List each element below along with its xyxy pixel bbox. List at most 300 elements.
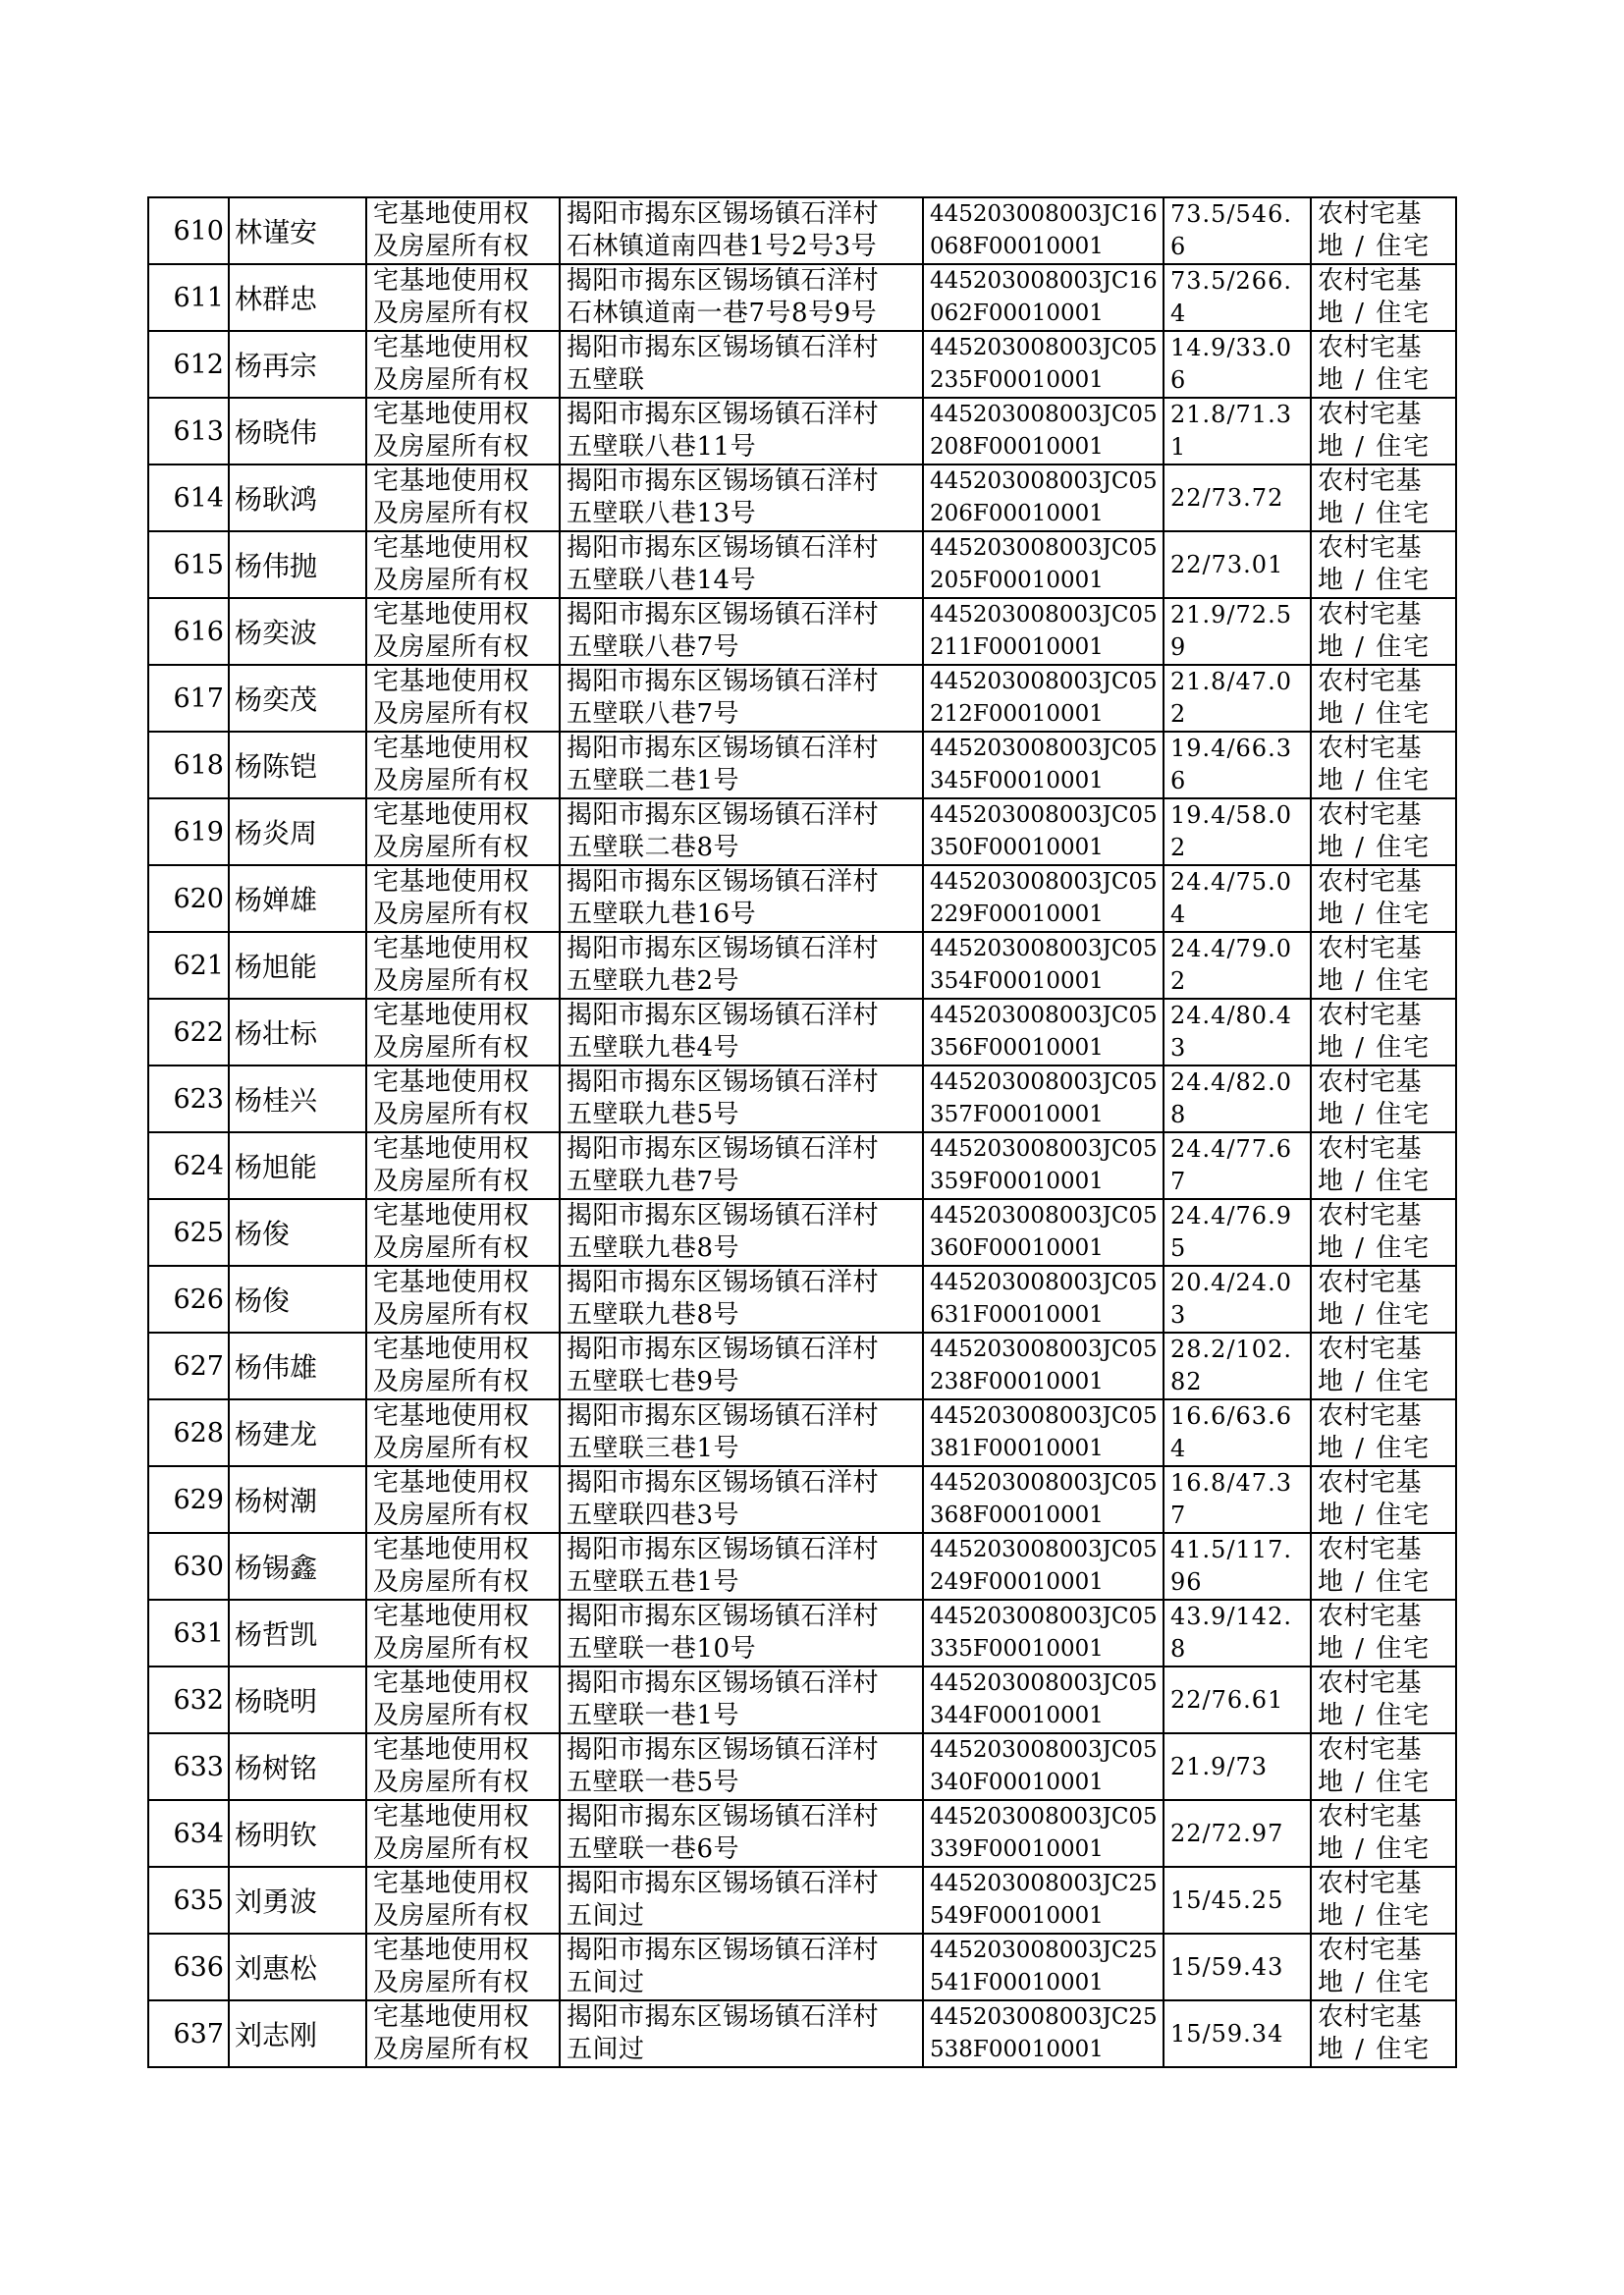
right-type-line: 及房屋所有权: [373, 1434, 530, 1463]
right-type-cell: [366, 531, 560, 598]
land-use-line: 地 / 住宅: [1318, 1100, 1432, 1129]
owner-name-cell: 杨俊: [229, 1266, 366, 1333]
unit-code-cell: [923, 1132, 1164, 1199]
land-use-line: 农村宅基: [1318, 667, 1423, 696]
address-line: 五壁联九巷7号: [567, 1167, 740, 1196]
unit-code-line: 445203008003JC25: [930, 1871, 1158, 1896]
area-cell: [1164, 1399, 1311, 1466]
land-use-line: 农村宅基: [1318, 1201, 1423, 1230]
land-use-line: 农村宅基: [1318, 1134, 1423, 1164]
area-line: 15/59.34: [1170, 2020, 1284, 2048]
unit-code-cell: [923, 331, 1164, 398]
area-line: 7: [1170, 1168, 1187, 1195]
row-number-cell: 623: [148, 1066, 229, 1132]
land-use-line: 地 / 住宅: [1318, 299, 1432, 328]
land-use-line: 农村宅基: [1318, 1067, 1423, 1097]
right-type-line: 及房屋所有权: [373, 1567, 530, 1597]
area-line: 22/76.61: [1170, 1686, 1284, 1714]
area-cell: [1164, 1466, 1311, 1533]
address-line: 五壁联五巷1号: [567, 1567, 740, 1597]
land-use-line: 农村宅基: [1318, 333, 1423, 362]
address-line: 揭阳市揭东区锡场镇石洋村: [567, 1067, 880, 1097]
land-use-line: 农村宅基: [1318, 199, 1423, 229]
row-number-cell: 610: [148, 197, 229, 264]
land-use-line: 农村宅基: [1318, 1268, 1423, 1297]
row-number-cell: 637: [148, 2000, 229, 2067]
address-line: 揭阳市揭东区锡场镇石洋村: [567, 1401, 880, 1431]
area-line: 9: [1170, 633, 1187, 661]
address-cell: [560, 1199, 923, 1266]
table-row: [148, 2000, 1456, 2067]
unit-code-cell: [923, 865, 1164, 932]
area-cell: [1164, 598, 1311, 665]
area-cell: [1164, 1132, 1311, 1199]
unit-code-cell: [923, 999, 1164, 1066]
address-line: 五壁联九巷8号: [567, 1233, 740, 1263]
address-cell: [560, 999, 923, 1066]
unit-code-line: 445203008003JC05: [930, 1670, 1158, 1696]
right-type-cell: [366, 1199, 560, 1266]
right-type-line: 宅基地使用权: [373, 333, 530, 362]
address-line: 五壁联一巷5号: [567, 1768, 740, 1797]
table-row: [148, 1266, 1456, 1333]
right-type-cell: [366, 1600, 560, 1667]
right-type-line: 宅基地使用权: [373, 1802, 530, 1831]
table-row: [148, 1066, 1456, 1132]
table-row: [148, 331, 1456, 398]
address-line: 揭阳市揭东区锡场镇石洋村: [567, 934, 880, 963]
unit-code-line: 445203008003JC05: [930, 1470, 1158, 1496]
right-type-cell: [366, 1667, 560, 1733]
area-line: 16.6/63.6: [1170, 1402, 1292, 1430]
address-line: 揭阳市揭东区锡场镇石洋村: [567, 1468, 880, 1498]
owner-name-cell: 杨奕茂: [229, 665, 366, 732]
unit-code-cell: [923, 932, 1164, 999]
address-cell: [560, 865, 923, 932]
unit-code-cell: [923, 665, 1164, 732]
address-cell: [560, 1066, 923, 1132]
address-line: 五壁联八巷7号: [567, 632, 740, 662]
right-type-line: 及房屋所有权: [373, 1100, 530, 1129]
area-cell: [1164, 2000, 1311, 2067]
right-type-cell: [366, 999, 560, 1066]
address-cell: [560, 1934, 923, 2000]
land-use-line: 地 / 住宅: [1318, 432, 1432, 462]
land-use-line: 地 / 住宅: [1318, 1033, 1432, 1063]
land-use-cell: [1311, 1266, 1456, 1333]
land-use-line: 地 / 住宅: [1318, 2035, 1432, 2064]
area-cell: [1164, 464, 1311, 531]
right-type-line: 及房屋所有权: [373, 699, 530, 729]
table-row: [148, 264, 1456, 331]
area-cell: [1164, 999, 1311, 1066]
right-type-line: 及房屋所有权: [373, 766, 530, 795]
unit-code-line: 445203008003JC05: [930, 335, 1158, 360]
address-line: 五壁联七巷9号: [567, 1367, 740, 1396]
unit-code-line: 445203008003JC05: [930, 1604, 1158, 1629]
owner-name-cell: 杨树潮: [229, 1466, 366, 1533]
right-type-line: 及房屋所有权: [373, 2035, 530, 2064]
address-line: 五间过: [567, 2035, 645, 2064]
unit-code-line: 445203008003JC05: [930, 1537, 1158, 1562]
unit-code-cell: [923, 1600, 1164, 1667]
right-type-line: 及房屋所有权: [373, 1834, 530, 1864]
right-type-line: 及房屋所有权: [373, 1634, 530, 1664]
right-type-line: 宅基地使用权: [373, 199, 530, 229]
unit-code-cell: [923, 1533, 1164, 1600]
unit-code-line: 445203008003JC05: [930, 1203, 1158, 1229]
unit-code-line: 249F00010001: [930, 1569, 1104, 1595]
land-use-cell: [1311, 2000, 1456, 2067]
right-type-line: 及房屋所有权: [373, 1501, 530, 1530]
land-use-line: 农村宅基: [1318, 1936, 1423, 1965]
right-type-cell: [366, 1934, 560, 2000]
area-line: 73.5/546.: [1170, 200, 1292, 228]
right-type-line: 宅基地使用权: [373, 867, 530, 897]
address-line: 揭阳市揭东区锡场镇石洋村: [567, 1001, 880, 1030]
address-line: 五间过: [567, 1968, 645, 1997]
owner-name-cell: 杨哲凯: [229, 1600, 366, 1667]
address-line: 五间过: [567, 1901, 645, 1931]
address-line: 揭阳市揭东区锡场镇石洋村: [567, 667, 880, 696]
table-row: [148, 1934, 1456, 2000]
area-line: 22/73.72: [1170, 484, 1284, 512]
land-use-line: 地 / 住宅: [1318, 1300, 1432, 1330]
right-type-cell: [366, 1066, 560, 1132]
unit-code-line: 345F00010001: [930, 768, 1104, 793]
area-line: 2: [1170, 967, 1187, 995]
table-row: [148, 1533, 1456, 1600]
unit-code-line: 335F00010001: [930, 1636, 1104, 1662]
row-number-cell: 622: [148, 999, 229, 1066]
unit-code-line: 445203008003JC05: [930, 669, 1158, 694]
land-use-line: 农村宅基: [1318, 466, 1423, 496]
land-use-cell: [1311, 598, 1456, 665]
address-cell: [560, 398, 923, 464]
address-line: 揭阳市揭东区锡场镇石洋村: [567, 1201, 880, 1230]
right-type-line: 宅基地使用权: [373, 400, 530, 429]
area-cell: [1164, 732, 1311, 798]
unit-code-line: 445203008003JC05: [930, 936, 1158, 961]
owner-name-cell: 杨锡鑫: [229, 1533, 366, 1600]
land-use-line: 农村宅基: [1318, 1869, 1423, 1898]
right-type-line: 宅基地使用权: [373, 466, 530, 496]
right-type-line: 宅基地使用权: [373, 1134, 530, 1164]
right-type-line: 宅基地使用权: [373, 1001, 530, 1030]
land-use-line: 农村宅基: [1318, 1802, 1423, 1831]
right-type-line: 宅基地使用权: [373, 1067, 530, 1097]
right-type-line: 及房屋所有权: [373, 1701, 530, 1730]
right-type-line: 及房屋所有权: [373, 1901, 530, 1931]
land-use-line: 农村宅基: [1318, 734, 1423, 763]
row-number-cell: 617: [148, 665, 229, 732]
address-line: 揭阳市揭东区锡场镇石洋村: [567, 1335, 880, 1364]
right-type-line: 宅基地使用权: [373, 1735, 530, 1765]
right-type-line: 及房屋所有权: [373, 1233, 530, 1263]
right-type-line: 及房屋所有权: [373, 632, 530, 662]
land-use-line: 农村宅基: [1318, 1401, 1423, 1431]
unit-code-line: 368F00010001: [930, 1503, 1104, 1528]
land-use-cell: [1311, 264, 1456, 331]
land-use-cell: [1311, 1934, 1456, 2000]
unit-code-cell: [923, 531, 1164, 598]
right-type-cell: [366, 464, 560, 531]
land-use-cell: [1311, 1533, 1456, 1600]
area-line: 22/72.97: [1170, 1820, 1284, 1847]
unit-code-line: 631F00010001: [930, 1302, 1104, 1328]
table-row: [148, 999, 1456, 1066]
address-line: 揭阳市揭东区锡场镇石洋村: [567, 1602, 880, 1631]
row-number-cell: 620: [148, 865, 229, 932]
land-use-cell: [1311, 1066, 1456, 1132]
land-use-cell: [1311, 1199, 1456, 1266]
address-cell: [560, 264, 923, 331]
area-cell: [1164, 1266, 1311, 1333]
right-type-cell: [366, 1800, 560, 1867]
land-use-cell: [1311, 1800, 1456, 1867]
land-use-line: 农村宅基: [1318, 400, 1423, 429]
address-line: 揭阳市揭东区锡场镇石洋村: [567, 533, 880, 563]
land-use-line: 地 / 住宅: [1318, 1768, 1432, 1797]
unit-code-line: 350F00010001: [930, 835, 1104, 860]
land-use-line: 农村宅基: [1318, 934, 1423, 963]
area-cell: [1164, 1066, 1311, 1132]
unit-code-cell: [923, 1867, 1164, 1934]
unit-code-cell: [923, 1667, 1164, 1733]
address-line: 揭阳市揭东区锡场镇石洋村: [567, 1802, 880, 1831]
right-type-cell: [366, 932, 560, 999]
address-cell: [560, 665, 923, 732]
right-type-line: 宅基地使用权: [373, 734, 530, 763]
area-line: 6: [1170, 366, 1187, 394]
address-cell: [560, 1733, 923, 1800]
table-row: [148, 1733, 1456, 1800]
table-row: [148, 1867, 1456, 1934]
area-line: 3: [1170, 1034, 1187, 1062]
land-use-line: 地 / 住宅: [1318, 1501, 1432, 1530]
right-type-cell: [366, 665, 560, 732]
land-use-cell: [1311, 1600, 1456, 1667]
unit-code-cell: [923, 1066, 1164, 1132]
address-line: 五壁联一巷6号: [567, 1834, 740, 1864]
address-line: 揭阳市揭东区锡场镇石洋村: [567, 800, 880, 830]
right-type-line: 及房屋所有权: [373, 833, 530, 862]
owner-name-cell: 杨旭能: [229, 1132, 366, 1199]
right-type-line: 宅基地使用权: [373, 1468, 530, 1498]
area-line: 14.9/33.0: [1170, 334, 1292, 361]
area-line: 7: [1170, 1502, 1187, 1529]
right-type-line: 宅基地使用权: [373, 1335, 530, 1364]
table-row: [148, 1466, 1456, 1533]
address-line: 五壁联三巷1号: [567, 1434, 740, 1463]
table-row: [148, 531, 1456, 598]
owner-name-cell: 杨建龙: [229, 1399, 366, 1466]
right-type-line: 宅基地使用权: [373, 1936, 530, 1965]
address-cell: [560, 732, 923, 798]
land-use-line: 地 / 住宅: [1318, 1367, 1432, 1396]
land-use-line: 地 / 住宅: [1318, 900, 1432, 929]
right-type-cell: [366, 732, 560, 798]
owner-name-cell: 林谨安: [229, 197, 366, 264]
unit-code-line: 238F00010001: [930, 1369, 1104, 1394]
right-type-line: 宅基地使用权: [373, 1535, 530, 1564]
land-use-line: 地 / 住宅: [1318, 1968, 1432, 1997]
unit-code-cell: [923, 1199, 1164, 1266]
owner-name-cell: 杨壮标: [229, 999, 366, 1066]
table-row: [148, 1333, 1456, 1399]
unit-code-line: 356F00010001: [930, 1035, 1104, 1061]
land-use-line: 农村宅基: [1318, 867, 1423, 897]
table-row: [148, 798, 1456, 865]
area-line: 4: [1170, 300, 1187, 327]
address-line: 五壁联二巷1号: [567, 766, 740, 795]
right-type-cell: [366, 598, 560, 665]
area-line: 8: [1170, 1635, 1187, 1663]
owner-name-cell: 杨晓明: [229, 1667, 366, 1733]
land-use-cell: [1311, 464, 1456, 531]
table-row: [148, 865, 1456, 932]
right-type-cell: [366, 197, 560, 264]
unit-code-line: 541F00010001: [930, 1970, 1104, 1995]
right-type-line: 宅基地使用权: [373, 266, 530, 296]
land-use-cell: [1311, 1132, 1456, 1199]
area-line: 82: [1170, 1368, 1203, 1395]
row-number-cell: 613: [148, 398, 229, 464]
area-cell: [1164, 1867, 1311, 1934]
right-type-line: 宅基地使用权: [373, 533, 530, 563]
owner-name-cell: 杨伟抛: [229, 531, 366, 598]
row-number-cell: 635: [148, 1867, 229, 1934]
address-line: 揭阳市揭东区锡场镇石洋村: [567, 1535, 880, 1564]
row-number-cell: 615: [148, 531, 229, 598]
owner-name-cell: 杨再宗: [229, 331, 366, 398]
unit-code-line: 340F00010001: [930, 1770, 1104, 1795]
row-number-cell: 627: [148, 1333, 229, 1399]
land-use-line: 农村宅基: [1318, 600, 1423, 629]
land-use-cell: [1311, 1733, 1456, 1800]
address-cell: [560, 1266, 923, 1333]
area-line: 24.4/80.4: [1170, 1002, 1292, 1029]
right-type-line: 及房屋所有权: [373, 1300, 530, 1330]
owner-name-cell: 杨奕波: [229, 598, 366, 665]
area-line: 15/45.25: [1170, 1886, 1284, 1914]
area-line: 28.2/102.: [1170, 1336, 1292, 1363]
address-line: 揭阳市揭东区锡场镇石洋村: [567, 400, 880, 429]
unit-code-line: 344F00010001: [930, 1703, 1104, 1728]
row-number-cell: 632: [148, 1667, 229, 1733]
unit-code-line: 354F00010001: [930, 968, 1104, 994]
address-line: 五壁联九巷16号: [567, 900, 757, 929]
address-line: 揭阳市揭东区锡场镇石洋村: [567, 466, 880, 496]
row-number-cell: 611: [148, 264, 229, 331]
address-line: 揭阳市揭东区锡场镇石洋村: [567, 266, 880, 296]
right-type-cell: [366, 398, 560, 464]
land-use-cell: [1311, 197, 1456, 264]
address-cell: [560, 1333, 923, 1399]
unit-code-line: 235F00010001: [930, 367, 1104, 393]
area-cell: [1164, 932, 1311, 999]
right-type-line: 宅基地使用权: [373, 800, 530, 830]
unit-code-line: 445203008003JC05: [930, 1270, 1158, 1295]
right-type-cell: [366, 1266, 560, 1333]
area-line: 15/59.43: [1170, 1953, 1284, 1981]
land-use-line: 农村宅基: [1318, 1468, 1423, 1498]
address-line: 揭阳市揭东区锡场镇石洋村: [567, 1134, 880, 1164]
area-line: 43.9/142.: [1170, 1603, 1292, 1630]
unit-code-line: 211F00010001: [930, 634, 1104, 660]
area-line: 4: [1170, 1435, 1187, 1462]
address-line: 石林镇道南一巷7号8号9号: [567, 299, 878, 328]
area-line: 21.9/73: [1170, 1753, 1269, 1780]
owner-name-cell: 杨旭能: [229, 932, 366, 999]
table-row: [148, 1600, 1456, 1667]
address-cell: [560, 1800, 923, 1867]
land-use-line: 地 / 住宅: [1318, 1634, 1432, 1664]
area-line: 24.4/79.0: [1170, 935, 1292, 962]
area-cell: [1164, 1199, 1311, 1266]
right-type-line: 宅基地使用权: [373, 667, 530, 696]
owner-name-cell: 刘惠松: [229, 1934, 366, 2000]
area-line: 5: [1170, 1234, 1187, 1262]
land-use-cell: [1311, 1867, 1456, 1934]
unit-code-line: 359F00010001: [930, 1169, 1104, 1194]
table-row: [148, 598, 1456, 665]
right-type-cell: [366, 798, 560, 865]
address-line: 五壁联八巷14号: [567, 566, 757, 595]
unit-code-line: 339F00010001: [930, 1836, 1104, 1862]
area-line: 2: [1170, 834, 1187, 861]
row-number-cell: 614: [148, 464, 229, 531]
row-number-cell: 626: [148, 1266, 229, 1333]
row-number-cell: 631: [148, 1600, 229, 1667]
address-line: 五壁联九巷8号: [567, 1300, 740, 1330]
land-use-line: 地 / 住宅: [1318, 1701, 1432, 1730]
land-use-line: 农村宅基: [1318, 1335, 1423, 1364]
unit-code-line: 062F00010001: [930, 301, 1104, 326]
right-type-line: 宅基地使用权: [373, 1401, 530, 1431]
address-cell: [560, 798, 923, 865]
area-cell: [1164, 1533, 1311, 1600]
area-line: 8: [1170, 1101, 1187, 1128]
property-rights-table: [147, 196, 1457, 2068]
right-type-line: 及房屋所有权: [373, 365, 530, 395]
row-number-cell: 629: [148, 1466, 229, 1533]
land-use-line: 地 / 住宅: [1318, 1901, 1432, 1931]
area-line: 2: [1170, 700, 1187, 728]
address-cell: [560, 2000, 923, 2067]
area-cell: [1164, 1600, 1311, 1667]
owner-name-cell: 杨树铭: [229, 1733, 366, 1800]
area-line: 3: [1170, 1301, 1187, 1329]
address-line: 揭阳市揭东区锡场镇石洋村: [567, 734, 880, 763]
address-cell: [560, 1132, 923, 1199]
area-cell: [1164, 1800, 1311, 1867]
row-number-cell: 619: [148, 798, 229, 865]
area-line: 6: [1170, 767, 1187, 794]
owner-name-cell: 杨晓伟: [229, 398, 366, 464]
owner-name-cell: 杨婵雄: [229, 865, 366, 932]
address-line: 五壁联九巷5号: [567, 1100, 740, 1129]
right-type-line: 宅基地使用权: [373, 2002, 530, 2032]
area-cell: [1164, 1667, 1311, 1733]
right-type-line: 及房屋所有权: [373, 1968, 530, 1997]
area-line: 24.4/82.0: [1170, 1068, 1292, 1096]
table-body: [148, 197, 1456, 2067]
land-use-line: 地 / 住宅: [1318, 1233, 1432, 1263]
address-line: 五壁联: [567, 365, 645, 395]
land-use-line: 地 / 住宅: [1318, 766, 1432, 795]
right-type-line: 宅基地使用权: [373, 1869, 530, 1898]
